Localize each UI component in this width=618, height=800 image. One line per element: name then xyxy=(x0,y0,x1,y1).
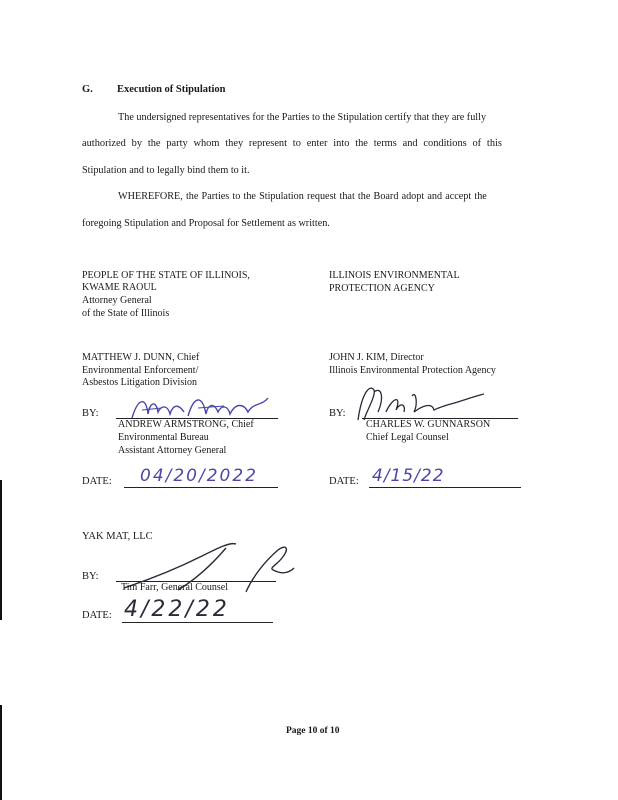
section-title: Execution of Stipulation xyxy=(117,84,226,95)
right-signer-title: Chief Legal Counsel xyxy=(366,432,449,443)
left-signer-name: ANDREW ARMSTRONG, Chief xyxy=(118,419,254,430)
section-letter: G. xyxy=(82,84,93,95)
third-date-value: 4/22/22 xyxy=(124,597,230,622)
left-signer-title: Environmental Bureau xyxy=(118,432,209,443)
right-party-line: PROTECTION AGENCY xyxy=(329,283,435,294)
left-signer-title: Assistant Attorney General xyxy=(118,445,227,456)
paragraph-line: Stipulation and to legally bind them to it. xyxy=(82,165,250,176)
left-date-value: 04/20/2022 xyxy=(140,466,258,486)
left-date-line xyxy=(124,487,278,488)
page-number: Page 10 of 10 xyxy=(286,726,340,736)
left-date-label: DATE: xyxy=(82,476,112,487)
left-party-line: KWAME RAOUL xyxy=(82,282,157,293)
third-date-label: DATE: xyxy=(82,610,112,621)
left-official-line: MATTHEW J. DUNN, Chief xyxy=(82,352,200,363)
right-by-label: BY: xyxy=(329,408,346,419)
third-signer: Tim Farr, General Counsel xyxy=(121,582,228,593)
left-by-label: BY: xyxy=(82,408,99,419)
paragraph-line: authorized by the party whom they represent to enter into the terms and conditions of this xyxy=(82,138,502,149)
paragraph-line: The undersigned representatives for the Parties to the Stipulation certify that they are fully xyxy=(118,112,487,123)
left-party-line: of the State of Illinois xyxy=(82,308,170,319)
right-date-label: DATE: xyxy=(329,476,359,487)
left-official-line: Environmental Enforcement/ xyxy=(82,365,199,376)
left-party-line: Attorney General xyxy=(82,295,152,306)
third-by-label: BY: xyxy=(82,571,99,582)
right-date-value: 4/15/22 xyxy=(372,466,445,486)
right-official-line: JOHN J. KIM, Director xyxy=(329,352,424,363)
left-official-line: Asbestos Litigation Division xyxy=(82,377,197,388)
third-date-line xyxy=(122,622,273,623)
right-party-line: ILLINOIS ENVIRONMENTAL xyxy=(329,270,460,281)
right-official-line: Illinois Environmental Protection Agency xyxy=(329,365,496,376)
scan-edge-mark xyxy=(0,480,2,620)
right-signer-name: CHARLES W. GUNNARSON xyxy=(366,419,491,430)
left-party-line: PEOPLE OF THE STATE OF ILLINOIS, xyxy=(82,270,250,281)
right-date-line xyxy=(369,487,521,488)
paragraph-line: WHEREFORE, the Parties to the Stipulation request that the Board adopt and accept the xyxy=(118,191,487,202)
paragraph-line: foregoing Stipulation and Proposal for Settlement as written. xyxy=(82,218,330,229)
scan-edge-mark xyxy=(0,705,2,800)
third-party-name: YAK MAT, LLC xyxy=(82,531,153,542)
